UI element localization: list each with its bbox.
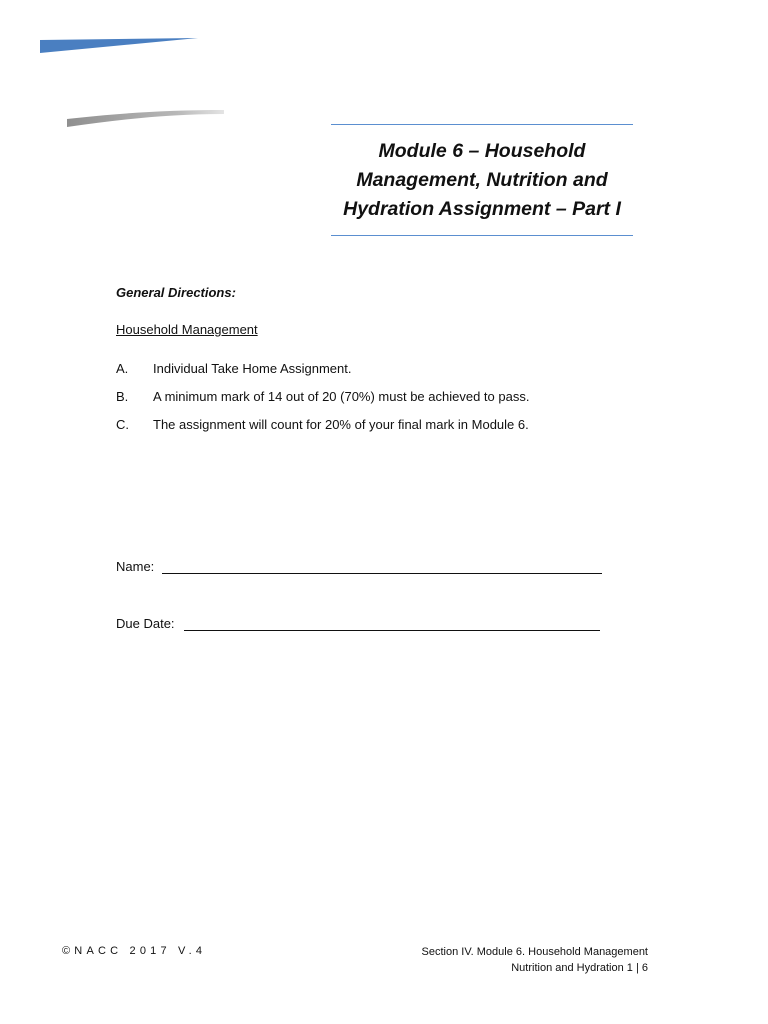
footer-section-line-1: Section IV. Module 6. Household Management	[421, 946, 648, 958]
blue-header-wedge	[40, 38, 200, 54]
due-date-blank-line[interactable]	[184, 630, 600, 631]
direction-letter: A.	[116, 361, 129, 376]
direction-text: Individual Take Home Assignment.	[153, 361, 352, 376]
footer-section-info	[422, 944, 648, 976]
title-bottom-rule	[331, 235, 633, 236]
direction-text: The assignment will count for 20% of your final mark in Module 6.	[153, 417, 529, 432]
direction-letter: C.	[116, 417, 129, 432]
footer-section-line-2: Nutrition and Hydration 1 | 6	[511, 962, 648, 974]
name-field-row	[116, 559, 606, 575]
name-blank-line[interactable]	[162, 573, 602, 574]
direction-text: A minimum mark of 14 out of 20 (70%) must be achieved to pass.	[153, 389, 530, 404]
title-top-rule	[331, 124, 633, 125]
document-title: Module 6 – Household Management, Nutrition and Hydration Assignment – Part I	[343, 140, 621, 220]
due-date-label: Due Date:	[116, 616, 175, 631]
grey-swoosh-decoration	[66, 108, 228, 128]
general-directions-heading: General Directions:	[116, 285, 236, 300]
title-block	[331, 124, 633, 236]
footer-copyright: ©NACC 2017 V.4	[62, 945, 207, 957]
name-label: Name:	[116, 559, 155, 574]
due-date-field-row	[116, 616, 606, 632]
direction-letter: B.	[116, 389, 129, 404]
household-management-heading: Household Management	[116, 322, 258, 337]
